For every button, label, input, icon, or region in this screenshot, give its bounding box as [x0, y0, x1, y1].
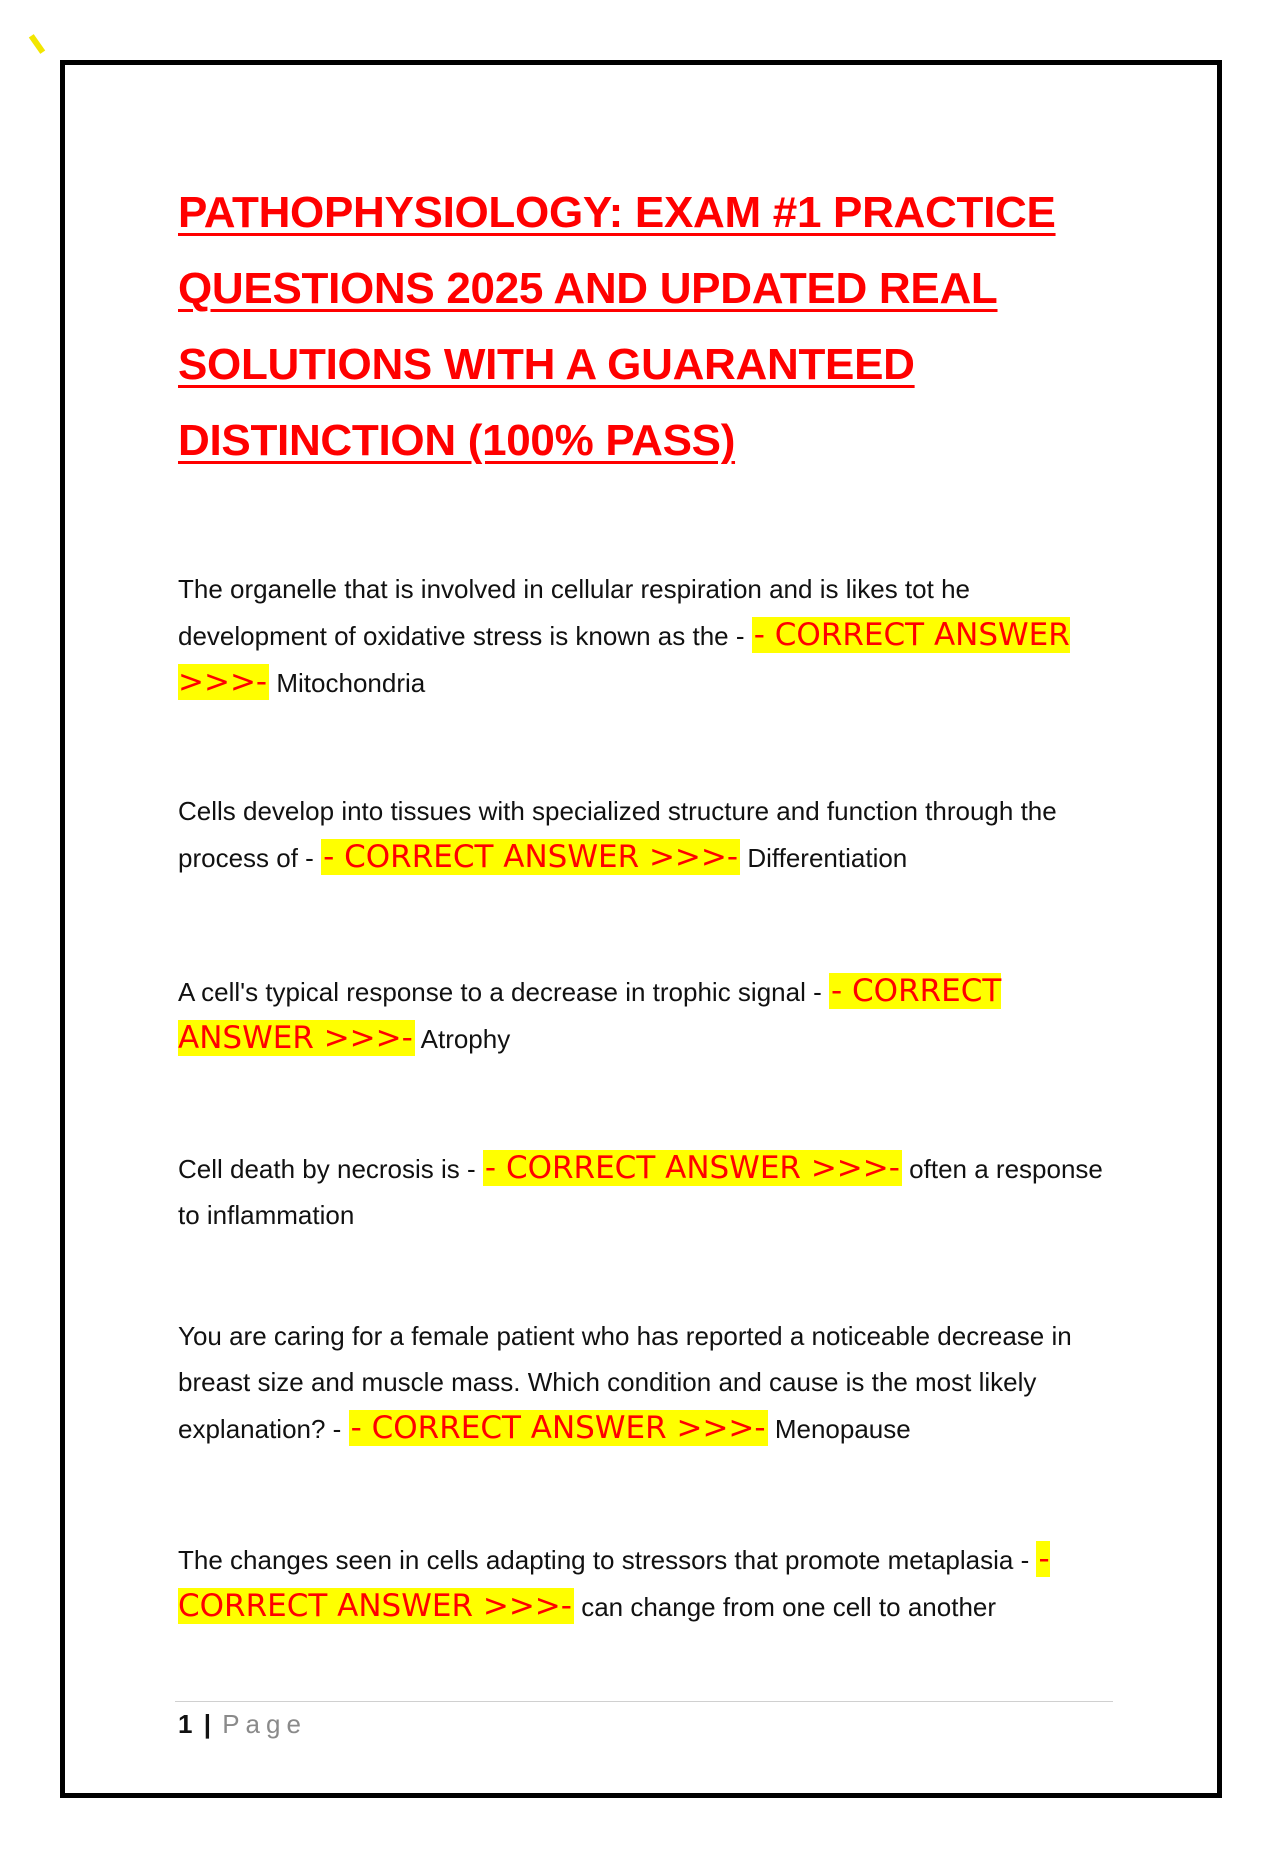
- qa-item: [178, 968, 1113, 1062]
- answer-text: often a response to inflammation: [178, 1154, 1103, 1230]
- page-number: 1: [178, 1709, 193, 1739]
- question-text: Cell death by necrosis is -: [178, 1154, 476, 1184]
- page-footer: [178, 1706, 307, 1742]
- question-text: The organelle that is involved in cellular respiration and is likes tot he development of oxidative stress is known as the -: [178, 574, 970, 651]
- answer-text: Atrophy: [420, 1024, 511, 1054]
- question-text: A cell's typical response to a decrease in trophic signal -: [178, 977, 822, 1007]
- qa-item: [178, 566, 1113, 706]
- corner-mark: [29, 34, 45, 54]
- document-title: PATHOPHYSIOLOGY: EXAM #1 PRACTICE QUESTIONS 2025 AND UPDATED REAL SOLUTIONS WITH A GUARANTEED DISTINCTION (100% PASS): [178, 188, 1056, 465]
- question-text: You are caring for a female patient who has reported a noticeable decrease in breast size and muscle mass. Which condition and cause is the most likely explanation? -: [178, 1321, 1072, 1444]
- qa-item: [178, 1313, 1113, 1452]
- page-separator: |: [203, 1709, 211, 1739]
- qa-item: [178, 1145, 1113, 1238]
- answer-marker: - CORRECT ANSWER >>>-: [323, 839, 739, 875]
- answer-marker: - CORRECT ANSWER >>>-: [350, 1410, 766, 1446]
- answer-text: Menopause: [774, 1414, 911, 1444]
- answer-text: Differentiation: [747, 843, 908, 873]
- page-label: Page: [222, 1709, 307, 1739]
- footer-divider: [175, 1701, 1113, 1702]
- answer-marker: - CORRECT ANSWER >>>-: [178, 973, 1002, 1056]
- answer-marker: - CORRECT ANSWER >>>-: [178, 1541, 1050, 1624]
- question-text: Cells develop into tissues with specialized structure and function through the process of -: [178, 796, 1057, 873]
- question-text: The changes seen in cells adapting to stressors that promote metaplasia -: [178, 1545, 1030, 1575]
- qa-item: [178, 788, 1113, 881]
- answer-text: can change from one cell to another: [581, 1592, 997, 1622]
- answer-marker: - CORRECT ANSWER >>>-: [484, 1150, 900, 1186]
- answer-marker: - CORRECT ANSWER >>>-: [178, 617, 1070, 700]
- qa-item: [178, 1536, 1113, 1630]
- answer-text: Mitochondria: [276, 668, 426, 698]
